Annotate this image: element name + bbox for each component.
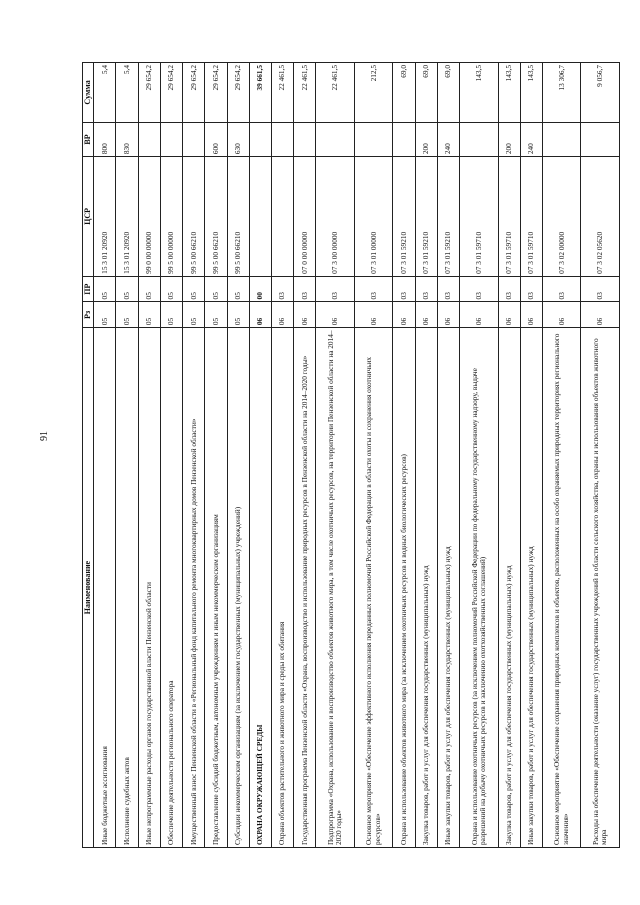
cell-rz: 06: [354, 302, 392, 328]
cell-sum: 69,0: [393, 63, 415, 123]
cell-rz: 05: [94, 302, 116, 328]
cell-csr: 07 3 02 05620: [581, 157, 620, 277]
cell-pr: 03: [316, 276, 354, 302]
header-csr: ЦСР: [83, 157, 94, 277]
cell-csr: 99 5 00 00000: [160, 157, 182, 277]
cell-csr: 07 3 01 59210: [415, 157, 437, 277]
cell-vr: 800: [94, 122, 116, 156]
cell-sum: 9 056,7: [581, 63, 620, 123]
cell-sum: 5,4: [94, 63, 116, 123]
cell-pr: 05: [94, 276, 116, 302]
cell-sum: 22 461,5: [294, 63, 316, 123]
cell-rz: 06: [249, 302, 271, 328]
cell-rz: 05: [116, 302, 138, 328]
cell-sum: 29 654,2: [183, 63, 205, 123]
cell-sum: 212,5: [354, 63, 392, 123]
cell-rz: 05: [160, 302, 182, 328]
cell-name: Расходы на обеспечение деятельности (оказание услуг) государственных учреждений в области сельского хозяйства, охраны и использования объектов животного мира: [581, 328, 620, 848]
cell-csr: 99 5 00 66210: [227, 157, 249, 277]
cell-name: Предоставление субсидий бюджетным, автономным учреждениям и иным некоммерческим организациям: [205, 328, 227, 848]
cell-rz: 06: [520, 302, 542, 328]
cell-name: Закупка товаров, работ и услуг для обеспечения государственных (муниципальных) нужд: [415, 328, 437, 848]
cell-sum: 5,4: [116, 63, 138, 123]
cell-rz: 06: [393, 302, 415, 328]
cell-name: Имущественный взнос Пензенской области в «Региональный фонд капитального ремонта многоквартирных домов Пензенской области»: [183, 328, 205, 848]
cell-pr: 03: [294, 276, 316, 302]
table-row: [581, 63, 620, 848]
table-row: [205, 63, 227, 848]
cell-rz: 05: [205, 302, 227, 328]
cell-csr: 99 5 00 66210: [205, 157, 227, 277]
cell-name: Охрана и использование охотничьих ресурсов (за исключением полномочий Российской Федерации по федеральному государственному надзору, выдаче разрешений на добычу охотничьих ресурсов и заключению охотхозяйственных соглашений): [460, 328, 498, 848]
table-row: [415, 63, 437, 848]
table-row: [354, 63, 392, 848]
cell-csr: 99 0 00 00000: [138, 157, 160, 277]
cell-pr: 03: [415, 276, 437, 302]
cell-vr: 630: [227, 122, 249, 156]
cell-pr: 05: [183, 276, 205, 302]
cell-rz: 06: [437, 302, 459, 328]
cell-vr: 600: [205, 122, 227, 156]
cell-pr: 05: [227, 276, 249, 302]
cell-vr: [160, 122, 182, 156]
cell-csr: 15 3 01 20920: [116, 157, 138, 277]
cell-pr: 03: [581, 276, 620, 302]
table-row: [271, 63, 293, 848]
header-name: Наименование: [83, 328, 94, 848]
rotated-page: [82, 62, 620, 848]
cell-pr: 05: [205, 276, 227, 302]
cell-rz: 05: [227, 302, 249, 328]
cell-name: Закупка товаров, работ и услуг для обеспечения государственных (муниципальных) нужд: [498, 328, 520, 848]
cell-csr: 07 3 00 00000: [316, 157, 354, 277]
cell-vr: [249, 122, 271, 156]
cell-name: Иные непрограммные расходы органов государственной власти Пензенской области: [138, 328, 160, 848]
cell-csr: 07 3 01 00000: [354, 157, 392, 277]
cell-name: Иные закупки товаров, работ и услуг для обеспечения государственных (муниципальных) нужд: [520, 328, 542, 848]
table-row: [542, 63, 580, 848]
page-number: 91: [39, 431, 50, 441]
table-row: [393, 63, 415, 848]
cell-pr: 05: [116, 276, 138, 302]
cell-csr: 07 3 01 59710: [520, 157, 542, 277]
cell-rz: 06: [316, 302, 354, 328]
cell-name: Подпрограмма «Охрана, использование и воспроизводство объектов животного мира, в том числе охотничьих ресурсов, на территории Пензенской области на 2014–2020 годы»: [316, 328, 354, 848]
cell-sum: 69,0: [437, 63, 459, 123]
cell-sum: 39 661,5: [249, 63, 271, 123]
cell-vr: [271, 122, 293, 156]
cell-vr: 830: [116, 122, 138, 156]
cell-name: Государственная программа Пензенской области «Охрана, воспроизводство и использование природных ресурсов в Пензенской области на 2014–2020 годы»: [294, 328, 316, 848]
cell-csr: [249, 157, 271, 277]
cell-csr: 07 3 02 00000: [542, 157, 580, 277]
header-rz: Рз: [83, 302, 94, 328]
cell-sum: 29 654,2: [138, 63, 160, 123]
cell-sum: 143,5: [460, 63, 498, 123]
cell-vr: [316, 122, 354, 156]
cell-rz: 06: [498, 302, 520, 328]
cell-csr: 07 3 01 59710: [498, 157, 520, 277]
cell-vr: [183, 122, 205, 156]
cell-name: Охрана объектов растительного и животного мира и среды их обитания: [271, 328, 293, 848]
cell-vr: [294, 122, 316, 156]
cell-name: Иные закупки товаров, работ и услуг для обеспечения государственных (муниципальных) нужд: [437, 328, 459, 848]
cell-name: ОХРАНА ОКРУЖАЮЩЕЙ СРЕДЫ: [249, 328, 271, 848]
cell-name: Иные бюджетные ассигнования: [94, 328, 116, 848]
cell-csr: 07 3 01 59210: [393, 157, 415, 277]
budget-table: [82, 62, 620, 848]
cell-pr: 03: [393, 276, 415, 302]
cell-csr: 07 3 01 59210: [437, 157, 459, 277]
table-row: [520, 63, 542, 848]
cell-sum: 29 654,2: [227, 63, 249, 123]
cell-csr: 99 5 00 66210: [183, 157, 205, 277]
cell-name: Основное мероприятие «Обеспечение эффективного исполнения переданных полномочий Российской Федерации в области охоты и сохранения охотничьих ресурсов»: [354, 328, 392, 848]
table-row: [294, 63, 316, 848]
cell-sum: 29 654,2: [160, 63, 182, 123]
cell-vr: [393, 122, 415, 156]
cell-name: Исполнение судебных актов: [116, 328, 138, 848]
cell-name: Основное мероприятие «Обеспечение сохранения природных комплексов и объектов, расположенных на особо охраняемых природных территориях регионального значения»: [542, 328, 580, 848]
cell-pr: 03: [498, 276, 520, 302]
cell-sum: 143,5: [520, 63, 542, 123]
cell-rz: 06: [581, 302, 620, 328]
table-row: [94, 63, 116, 848]
cell-pr: 03: [542, 276, 580, 302]
cell-sum: 22 461,5: [316, 63, 354, 123]
cell-csr: 15 3 01 20920: [94, 157, 116, 277]
table-header-row: [83, 63, 94, 848]
table-row: [498, 63, 520, 848]
cell-pr: 05: [160, 276, 182, 302]
table-row: [460, 63, 498, 848]
header-sum: Сумма: [83, 63, 94, 123]
cell-rz: 06: [460, 302, 498, 328]
cell-sum: 69,0: [415, 63, 437, 123]
cell-vr: [542, 122, 580, 156]
cell-rz: 05: [183, 302, 205, 328]
table-row: [160, 63, 182, 848]
cell-pr: 03: [271, 276, 293, 302]
cell-rz: 05: [138, 302, 160, 328]
cell-pr: 03: [354, 276, 392, 302]
header-pr: ПР: [83, 276, 94, 302]
cell-name: Субсидии некоммерческим организациям (за исключением государственных (муниципальных) учреждений): [227, 328, 249, 848]
cell-rz: 06: [271, 302, 293, 328]
table-row: [116, 63, 138, 848]
cell-sum: 13 306,7: [542, 63, 580, 123]
cell-sum: 29 654,2: [205, 63, 227, 123]
cell-sum: 143,5: [498, 63, 520, 123]
cell-pr: 03: [520, 276, 542, 302]
cell-vr: [354, 122, 392, 156]
cell-vr: [460, 122, 498, 156]
table-row: [138, 63, 160, 848]
cell-vr: 200: [498, 122, 520, 156]
cell-csr: [271, 157, 293, 277]
table-row: [249, 63, 271, 848]
table-row: [227, 63, 249, 848]
table-row: [437, 63, 459, 848]
cell-sum: 22 461,5: [271, 63, 293, 123]
table-row: [183, 63, 205, 848]
cell-vr: 240: [520, 122, 542, 156]
cell-csr: 07 0 00 00000: [294, 157, 316, 277]
table-body: [94, 63, 620, 848]
cell-pr: 00: [249, 276, 271, 302]
cell-name: Охрана и использование объектов животного мира (за исключением охотничьих ресурсов и водных биологических ресурсов): [393, 328, 415, 848]
table-row: [316, 63, 354, 848]
cell-rz: 06: [415, 302, 437, 328]
cell-vr: [138, 122, 160, 156]
cell-pr: 03: [437, 276, 459, 302]
cell-vr: 200: [415, 122, 437, 156]
cell-pr: 03: [460, 276, 498, 302]
cell-pr: 05: [138, 276, 160, 302]
cell-rz: 06: [294, 302, 316, 328]
cell-csr: 07 3 01 59710: [460, 157, 498, 277]
cell-name: Обеспечение деятельности регионального оператора: [160, 328, 182, 848]
cell-vr: 240: [437, 122, 459, 156]
cell-vr: [581, 122, 620, 156]
header-vr: ВР: [83, 122, 94, 156]
cell-rz: 06: [542, 302, 580, 328]
